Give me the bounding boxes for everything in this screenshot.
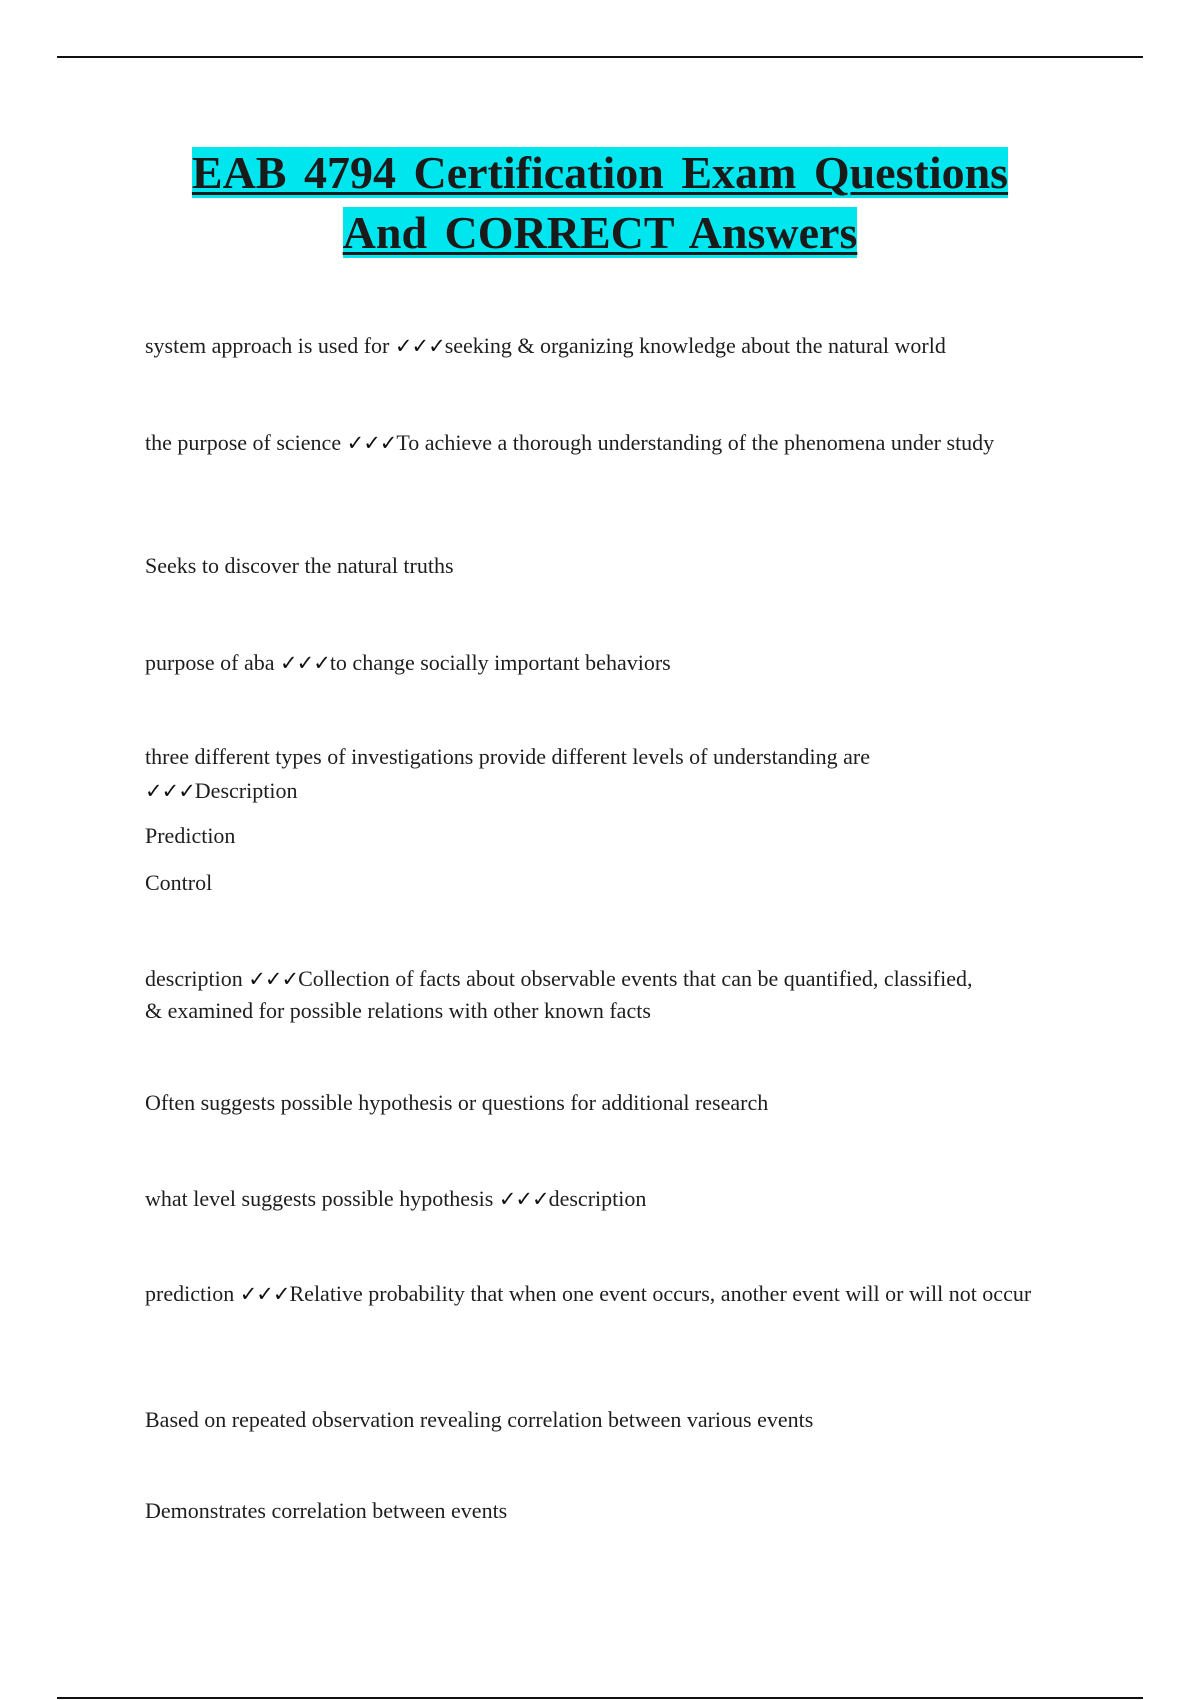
checkmark-icon: ✓✓✓ xyxy=(346,431,397,455)
answer-text: to change socially important behaviors xyxy=(329,650,671,675)
answer-text: Collection of facts about observable events that can be quantified, classified, & examined for possible relations with other known facts xyxy=(145,966,973,1023)
answer-text: To achieve a thorough understanding of the phenomena under study xyxy=(396,430,995,455)
qa-item xyxy=(145,647,1045,679)
checkmark-icon: ✓✓✓ xyxy=(248,967,299,991)
qa-item xyxy=(145,963,985,1026)
text-item: Demonstrates correlation between events xyxy=(145,1498,508,1523)
text-item: Seeks to discover the natural truths xyxy=(145,553,454,578)
title-line-2: And CORRECT Answers xyxy=(342,207,858,258)
qa-item xyxy=(145,740,965,808)
qa-item xyxy=(145,330,1045,362)
title-line-1: EAB 4794 Certification Exam Questions xyxy=(191,147,1009,198)
checkmark-icon: ✓✓✓ xyxy=(145,779,195,803)
answer-text: description xyxy=(548,1186,647,1211)
checkmark-icon: ✓✓✓ xyxy=(280,651,330,675)
question-text: description xyxy=(145,966,249,991)
qa-item xyxy=(145,427,1045,459)
text-item: Based on repeated observation revealing correlation between various events xyxy=(145,1407,814,1432)
text-item: Prediction xyxy=(145,823,236,848)
text-item: Control xyxy=(145,870,213,895)
qa-item xyxy=(145,1278,1045,1310)
answer-text: Description xyxy=(194,778,298,803)
checkmark-icon: ✓✓✓ xyxy=(394,334,445,358)
bottom-rule xyxy=(57,1697,1143,1699)
answer-text: seeking & organizing knowledge about the natural world xyxy=(444,333,946,358)
checkmark-icon: ✓✓✓ xyxy=(239,1282,290,1306)
question-text: prediction xyxy=(145,1281,240,1306)
answer-text: Relative probability that when one event occurs, another event will or will not occur xyxy=(289,1281,1032,1306)
question-text: system approach is used for xyxy=(145,333,395,358)
question-text: the purpose of science xyxy=(145,430,347,455)
question-text: what level suggests possible hypothesis xyxy=(145,1186,499,1211)
text-item: Often suggests possible hypothesis or questions for additional research xyxy=(145,1090,769,1115)
qa-item xyxy=(145,1183,1045,1215)
question-text: three different types of investigations provide different levels of understanding are xyxy=(145,744,870,769)
question-text: purpose of aba xyxy=(145,650,281,675)
checkmark-icon: ✓✓✓ xyxy=(498,1187,549,1211)
